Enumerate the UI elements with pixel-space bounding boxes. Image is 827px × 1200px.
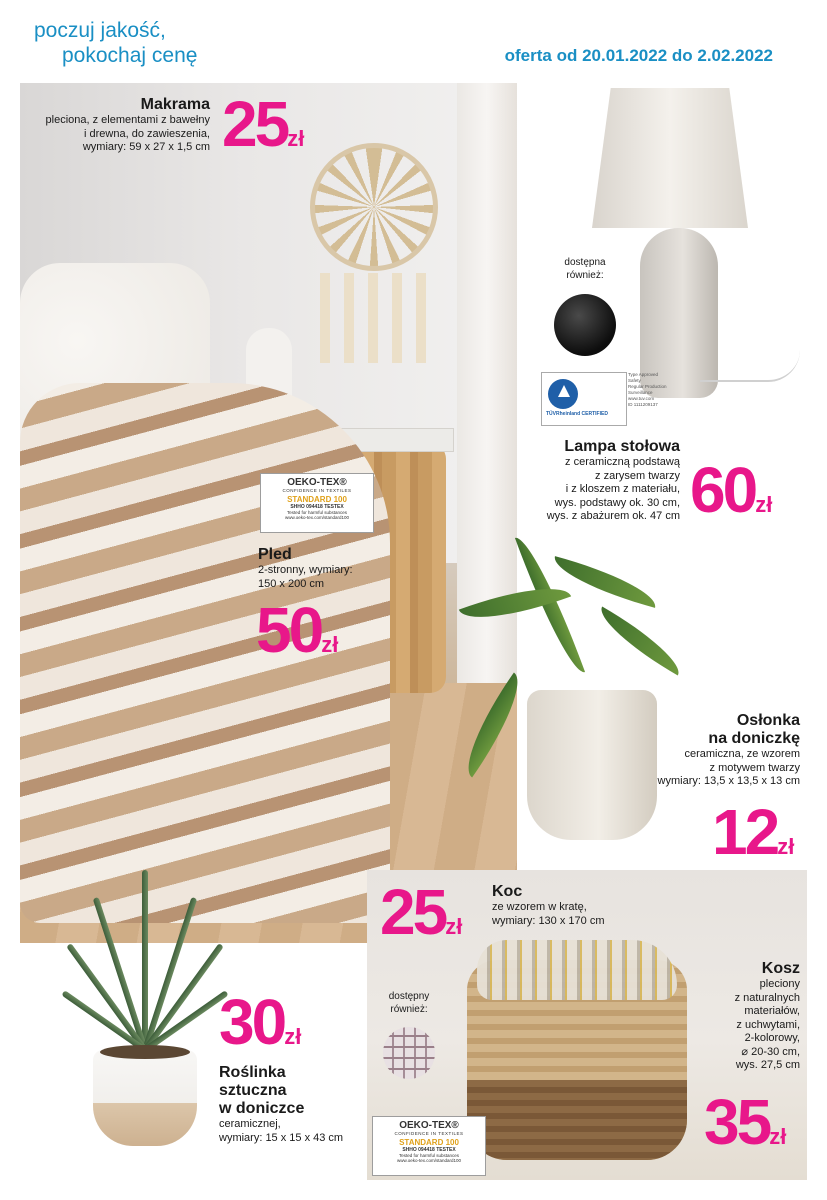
lampa-info [440,438,680,524]
oeko-tex-logo: OEKO-TEX® [399,1120,459,1131]
roslinka-desc [219,1118,343,1145]
pled-desc-line: 150 x 200 cm [258,577,325,590]
tuv-caption: TÜVRheinland CERTIFIED [546,411,608,417]
offer-dates: oferta od 20.01.2022 do 2.02.2022 [504,46,773,65]
koc-available-also [381,990,437,1016]
lampa-desc-line: i z kloszem z materiału, [565,483,680,495]
tuv-triangle-icon [558,385,570,397]
kosz-price-value: 35 [704,1086,770,1158]
oslonka-name-line-2: na doniczkę [708,730,800,747]
macrame-fringe [320,273,440,363]
oeko-tex-tested: Tested for harmful substances [286,510,348,515]
artificial-aloe-plant [95,860,195,1050]
lamp-shade [592,88,748,228]
tuv-line: Type Approved [628,372,659,377]
oslonka-name-line-1: Osłonka [736,712,800,729]
koc-price-currency: zł [445,914,463,939]
oeko-tex-url: www.oeko-tex.com/standard100 [396,1158,462,1163]
tuv-details [628,372,688,424]
koc-price-value: 25 [380,876,446,948]
kosz-desc-line: materiałów, [744,1005,800,1017]
roslinka-desc-line: ceramicznej, [219,1118,281,1130]
koc-price [380,876,463,948]
makrama-price-value: 25 [222,88,288,160]
slogan-line-2: pokochaj cenę [62,44,198,67]
roslinka-info [219,1064,343,1145]
oeko-tex-subtitle: CONFIDENCE IN TEXTILES [282,488,352,493]
makrama-info [0,96,210,155]
kosz-desc [680,978,800,1073]
makrama-desc-line: i drewna, do zawieszenia, [84,127,210,140]
makrama-name: Makrama [140,96,210,113]
kosz-desc-line: wys. 27,5 cm [735,1059,800,1071]
tuv-line: Surveillance [628,390,653,395]
makrama-desc [0,114,210,155]
makrama-desc-line: wymiary: 59 x 27 x 1,5 cm [82,141,210,153]
kosz-desc-line: z naturalnych [734,991,800,1004]
pled-price [256,594,339,666]
oslonka-desc-line: wymiary: 13,5 x 13,5 x 13 cm [657,775,800,787]
oeko-tex-code: SHHO 094418 TESTEX [402,1147,456,1153]
lampa-desc-line: z ceramiczną podstawą [565,456,680,468]
oslonka-desc-line: z motywem twarzy [709,761,800,774]
koc-available-line: dostępny [388,991,430,1002]
oeko-tex-url: www.oeko-tex.com/standard100 [284,515,350,520]
oeko-tex-certificate-koc [372,1116,486,1176]
oslonka-price [712,796,795,868]
pled-desc [258,564,353,591]
roslinka-price [219,986,302,1058]
kosz-name: Kosz [761,960,800,977]
pled-name: Pled [258,546,292,563]
lampa-desc-line: wys. podstawy ok. 30 cm, [554,496,680,509]
makrama-price-currency: zł [287,126,305,151]
oslonka-info [580,712,800,789]
tuv-line: Regular Production [628,384,667,389]
oeko-tex-certificate-pled [260,473,374,533]
lamp-available-also [553,256,617,282]
roslinka-name-line: sztuczna [219,1082,287,1099]
makrama-desc-line: pleciona, z elementami z bawełny [45,114,210,126]
slogan [34,18,197,68]
oeko-tex-logo: OEKO-TEX® [287,477,347,488]
lampa-price-currency: zł [755,492,773,517]
roslinka-price-value: 30 [219,986,285,1058]
oslonka-desc-line: ceramiczna, ze wzorem [684,748,800,760]
roslinka-price-currency: zł [284,1024,302,1049]
roslinka-name-line: w doniczce [219,1100,305,1117]
pled-price-currency: zł [321,632,339,657]
oeko-tex-standard: STANDARD 100 [287,495,347,504]
koc-desc-line: ze wzorem w kratę, [492,901,587,913]
lampa-price-value: 60 [690,454,756,526]
kosz-desc-line: 2-kolorowy, [744,1032,800,1044]
makrama-price [222,88,305,160]
tuv-certificate [541,372,627,426]
ceramic-pot [93,1050,197,1146]
kosz-price [704,1086,787,1158]
koc-available-line: również: [390,1004,428,1015]
oslonka-price-currency: zł [777,834,795,859]
purple-plaid-variant-swatch [383,1027,435,1079]
kosz-desc-line: z uchwytami, [736,1018,800,1031]
koc-desc-line: wymiary: 130 x 170 cm [492,914,605,927]
lamp-cord [700,350,800,382]
lampa-desc-line: wys. z abażurem ok. 47 cm [546,510,680,522]
lamp-available-line: dostępna [564,257,606,268]
dracaena-plant [400,530,700,710]
pled-price-value: 50 [256,594,322,666]
kosz-info [680,960,800,1073]
tuv-line: ID 1111209137 [628,402,658,407]
oeko-tex-standard: STANDARD 100 [399,1138,459,1147]
black-lamp-variant-swatch [554,294,616,356]
oslonka-price-value: 12 [712,796,778,868]
basket-dark-band [467,1080,687,1160]
kosz-desc-line: ⌀ 20-30 cm, [741,1045,800,1058]
slogan-line-1: poczuj jakość, [34,19,166,42]
oeko-tex-code: SHHO 094418 TESTEX [290,504,344,510]
macrame-dreamcatcher [310,143,438,271]
kosz-price-currency: zł [769,1124,787,1149]
lampa-price [690,454,773,526]
lampa-desc [440,456,680,524]
koc-name: Koc [492,883,523,900]
pot-soil [100,1045,190,1059]
pled-info [258,546,353,591]
koc-info [492,883,604,928]
oeko-tex-tested: Tested for harmful substances [398,1153,460,1158]
lamp-available-line: również: [566,270,604,281]
roslinka-desc-line: wymiary: 15 x 15 x 43 cm [219,1131,344,1144]
koc-desc [492,901,604,928]
roslinka-name-line: Roślinka [219,1064,286,1081]
pled-desc-line: 2-stronny, wymiary: [258,564,353,576]
tuv-line: www.tuv.com [628,396,655,401]
lampa-desc-line: z zarysem twarzy [595,469,680,482]
kosz-desc-line: pleciony [759,978,800,990]
oslonka-desc [580,748,800,789]
tuv-line: Safety [628,378,641,383]
oeko-tex-subtitle: CONFIDENCE IN TEXTILES [394,1131,464,1136]
lampa-name: Lampa stołowa [564,438,680,455]
plaid-blanket [477,940,677,1000]
